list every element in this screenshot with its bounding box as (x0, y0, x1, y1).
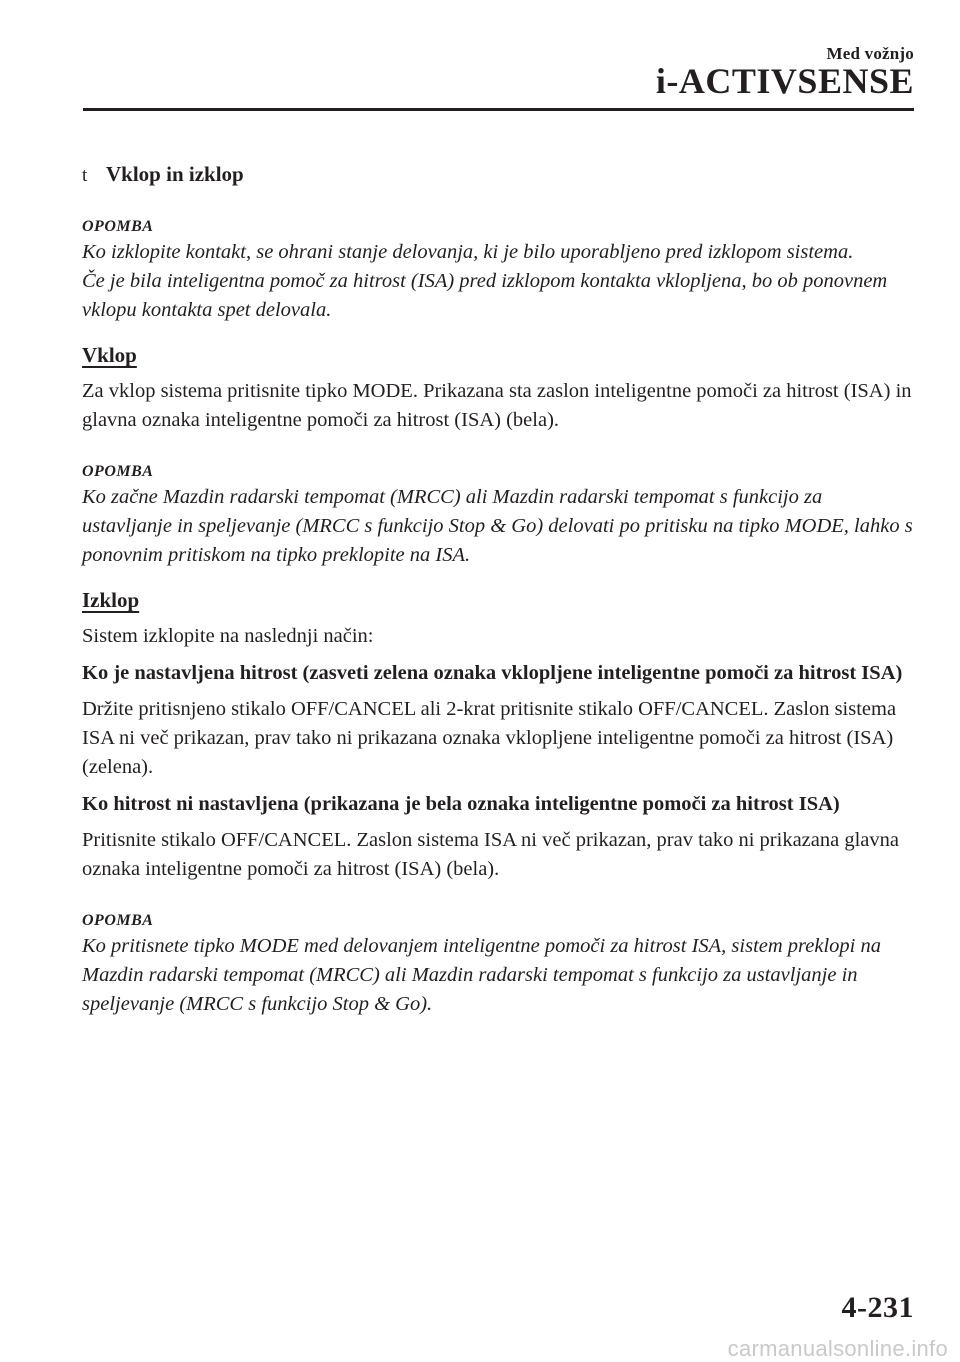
note-text: Ko začne Mazdin radarski tempomat (MRCC) ali Mazdin radarski tempomat s funkcijo za ustavljanje in speljevanje (MRCC s funkcijo Stop & Go) delovati po pritisku na tipko MODE, lahko s ponovnim pritiskom na tipko preklopite na ISA. (82, 486, 913, 566)
note-label: OPOMBA (82, 218, 154, 235)
subheading-izklop: Izklop (82, 588, 140, 612)
note-2 (82, 461, 914, 570)
page-number: 4-231 (841, 1291, 914, 1324)
paragraph-speed-not-set: Pritisnite stikalo OFF/CANCEL. Zaslon sistema ISA ni več prikazan, prav tako ni prikazana glavna oznaka inteligentne pomoči za hitrost (ISA) (bela). (82, 829, 899, 880)
section-title: Vklop in izklop (106, 162, 244, 186)
note-text: Ko pritisnete tipko MODE med delovanjem inteligentne pomoči za hitrost ISA, sistem preklopi na Mazdin radarski tempomat (MRCC) ali Mazdin radarski tempomat s funkcijo za ustavljanje in speljevanje (MRCC s funkcijo Stop & Go). (82, 935, 881, 1015)
note-1 (82, 216, 914, 325)
watermark: carmanualsonline.info (727, 1336, 948, 1361)
section-heading (82, 160, 914, 190)
note-label: OPOMBA (82, 912, 154, 929)
header-divider (83, 108, 914, 111)
section-bullet-icon: t (82, 165, 88, 186)
note-text: Ko izklopite kontakt, se ohrani stanje delovanja, ki je bilo uporabljeno pred izklopom sistema. (82, 241, 854, 263)
case-heading-speed-not-set: Ko hitrost ni nastavljena (prikazana je bela oznaka inteligentne pomoči za hitrost ISA) (82, 793, 840, 815)
case-heading-speed-set: Ko je nastavljena hitrost (zasveti zelena oznaka vklopljene inteligentne pomoči za hitrost ISA) (82, 662, 903, 684)
page-content (82, 160, 914, 1028)
subheading-vklop: Vklop (82, 343, 137, 367)
note-text: Če je bila inteligentna pomoč za hitrost (ISA) pred izklopom kontakta vklopljena, bo ob ponovnem vklopu kontakta spet delovala. (82, 270, 888, 321)
chapter-label: Med vožnjo (826, 44, 914, 63)
note-3 (82, 910, 914, 1019)
paragraph-vklop: Za vklop sistema pritisnite tipko MODE. Prikazana sta zaslon inteligentne pomoči za hitrost (ISA) in glavna oznaka inteligentne pomoči za hitrost (ISA) (bela). (82, 380, 912, 431)
chapter-title: i-ACTIVSENSE (655, 61, 914, 101)
paragraph-speed-set: Držite pritisnjeno stikalo OFF/CANCEL ali 2-krat pritisnite stikalo OFF/CANCEL. Zaslon sistema ISA ni več prikazan, prav tako ni prikazana oznaka vklopljene inteligentne pomoči za hitrost (ISA) (zelena). (82, 698, 897, 778)
note-label: OPOMBA (82, 463, 154, 480)
paragraph-izklop-intro: Sistem izklopite na naslednji način: (82, 625, 374, 647)
